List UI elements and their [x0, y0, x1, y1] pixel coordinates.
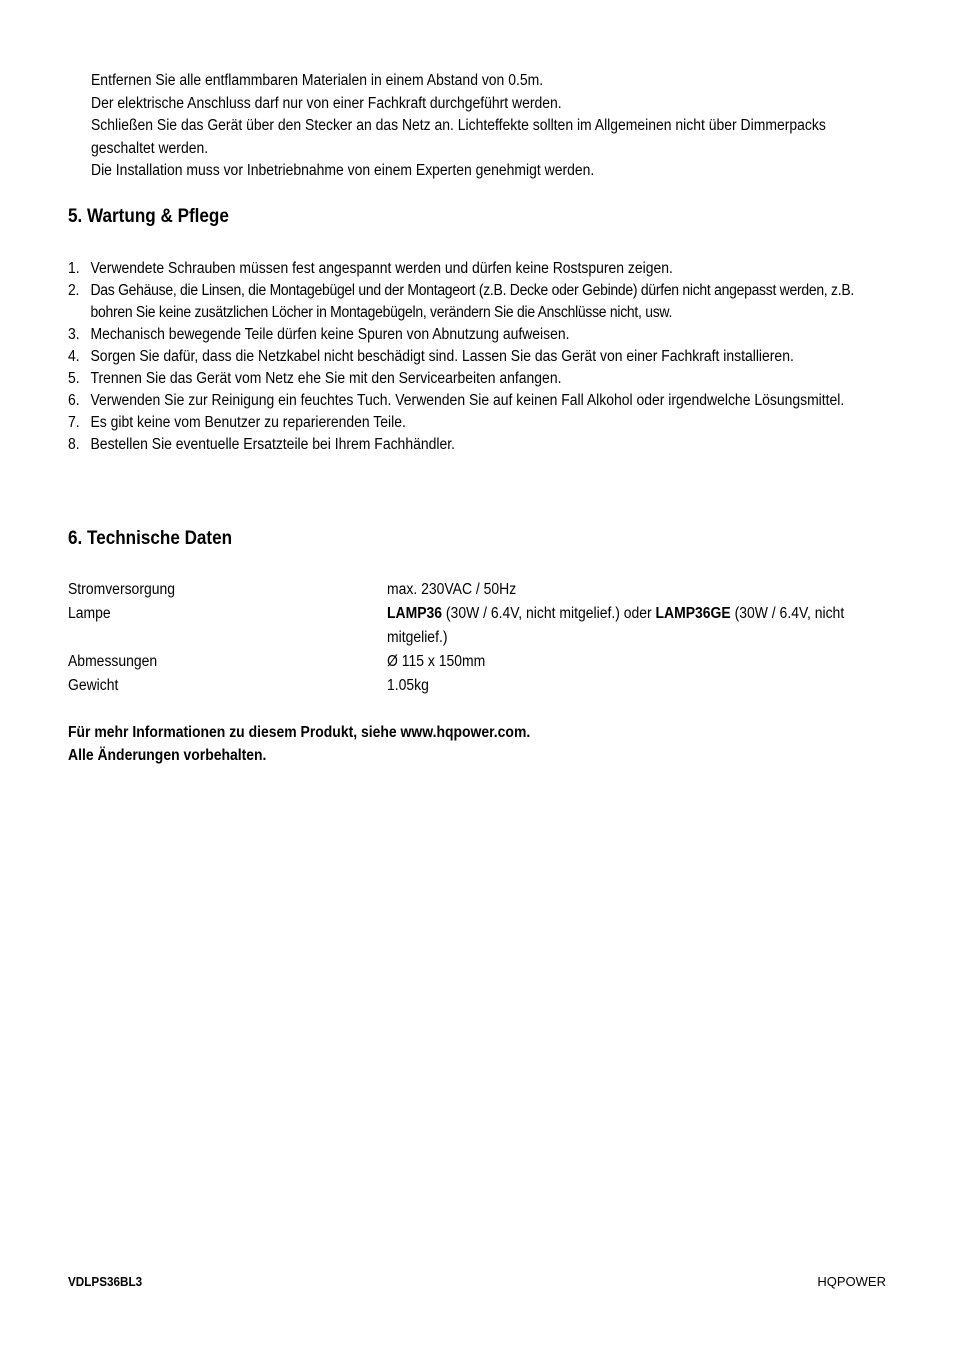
list-item-number: 5.	[68, 370, 80, 387]
list-item-text: Das Gehäuse, die Linsen, die Montagebügel und der Montageort (z.B. Decke oder Gebinde) dürfen nicht angepasst werden, z.B. bohren Sie keine zusätzlichen Löcher in Montagebügeln, verändern Sie die Anschlüsse nicht, usw.	[90, 282, 854, 321]
lamp-spec-2: (30W / 6.4V, nicht mitgelief.)	[387, 605, 845, 646]
list-item-text: Trennen Sie das Gerät vom Netz ehe Sie mit den Servicearbeiten anfangen.	[90, 370, 562, 387]
list-item	[68, 280, 860, 324]
list-item-number: 4.	[68, 348, 80, 365]
list-item	[68, 390, 874, 412]
spec-row-lamp	[68, 602, 888, 650]
spec-label: Abmessungen	[68, 653, 158, 670]
list-item	[68, 368, 860, 390]
list-item-number: 8.	[68, 436, 80, 453]
list-item	[68, 412, 860, 434]
section-6-heading: 6. Technische Daten	[68, 528, 233, 549]
maintenance-list	[68, 258, 860, 456]
list-item-number: 7.	[68, 414, 80, 431]
list-item	[68, 346, 829, 368]
spec-value	[387, 602, 873, 650]
section-5-heading: 5. Wartung & Pflege	[68, 206, 229, 227]
footer-model-number: VDLPS36BL3	[68, 1274, 143, 1289]
spec-row-dimensions	[68, 650, 888, 674]
spec-value: max. 230VAC / 50Hz	[387, 581, 517, 598]
intro-paragraph	[91, 70, 883, 183]
list-item-text: Verwendete Schrauben müssen fest angespannt werden und dürfen keine Rostspuren zeigen.	[90, 260, 673, 277]
intro-line: Schließen Sie das Gerät über den Stecker an das Netz an. Lichteffekte sollten im Allgemeinen nicht über Dimmerpacks geschaltet werden.	[91, 117, 826, 157]
spec-label: Stromversorgung	[68, 581, 176, 598]
list-item	[68, 258, 860, 280]
list-item	[68, 324, 860, 346]
more-info-note	[68, 722, 530, 767]
list-item-number: 3.	[68, 326, 80, 343]
changes-reserved-line: Alle Änderungen vorbehalten.	[68, 746, 267, 764]
list-item-number: 1.	[68, 260, 80, 277]
footer-brand: HQPOWER	[817, 1274, 886, 1289]
intro-line: Entfernen Sie alle entflammbaren Materialen in einem Abstand von 0.5m.	[91, 72, 544, 89]
intro-line: Der elektrische Anschluss darf nur von einer Fachkraft durchgeführt werden.	[91, 94, 562, 112]
list-item-text: Verwenden Sie zur Reinigung ein feuchtes Tuch. Verwenden Sie auf keinen Fall Alkohol oder irgendwelche Lösungsmittel.	[90, 392, 845, 409]
list-item-number: 2.	[68, 282, 80, 299]
intro-line: Die Installation muss vor Inbetriebnahme von einem Experten genehmigt werden.	[91, 162, 595, 179]
specs-table	[68, 578, 888, 698]
spec-label: Gewicht	[68, 677, 119, 694]
list-item-text: Sorgen Sie dafür, dass die Netzkabel nicht beschädigt sind. Lassen Sie das Gerät von einer Fachkraft installieren.	[90, 348, 794, 365]
list-item	[68, 434, 860, 456]
list-item-text: Es gibt keine vom Benutzer zu reparierenden Teile.	[90, 414, 406, 431]
lamp-spec-1: (30W / 6.4V, nicht mitgelief.) oder	[442, 605, 656, 622]
spec-row-weight	[68, 674, 888, 698]
list-item-number: 6.	[68, 392, 80, 409]
spec-row-power	[68, 578, 888, 602]
lamp-model-1: LAMP36	[387, 605, 443, 622]
spec-label: Lampe	[68, 605, 111, 622]
spec-value: Ø 115 x 150mm	[387, 653, 486, 670]
spec-value: 1.05kg	[387, 677, 429, 694]
more-info-line: Für mehr Informationen zu diesem Produkt, siehe www.hqpower.com.	[68, 724, 531, 741]
lamp-model-2: LAMP36GE	[655, 605, 731, 622]
list-item-text: Mechanisch bewegende Teile dürfen keine Spuren von Abnutzung aufweisen.	[90, 326, 570, 343]
list-item-text: Bestellen Sie eventuelle Ersatzteile bei Ihrem Fachhändler.	[90, 436, 455, 453]
